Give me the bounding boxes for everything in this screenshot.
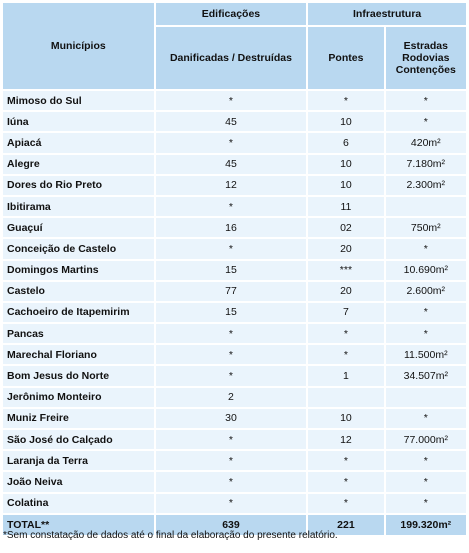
pontes-cell: 12 [308,430,383,449]
edificacoes-cell: 45 [156,112,307,131]
table-row [3,261,466,280]
municipio-cell: Dores do Rio Preto [3,176,154,195]
pontes-cell: 10 [308,112,383,131]
table-row [3,197,466,216]
edificacoes-cell: 2 [156,388,307,407]
header-infraestrutura: Infraestrutura [308,3,466,25]
table-row [3,494,466,513]
pontes-cell: 11 [308,197,383,216]
municipio-cell: Pancas [3,324,154,343]
table-row [3,155,466,174]
estradas-cell: 2.600m² [386,282,466,301]
estradas-cell: 34.507m² [386,366,466,385]
edificacoes-cell: 77 [156,282,307,301]
municipio-cell: Muniz Freire [3,409,154,428]
municipio-cell: Apiacá [3,133,154,152]
total-pontes: 221 [308,515,383,535]
pontes-cell [308,388,383,407]
municipio-cell: João Neiva [3,472,154,491]
table-row [3,282,466,301]
edificacoes-cell: * [156,324,307,343]
municipio-cell: Iúna [3,112,154,131]
edificacoes-cell: * [156,91,307,110]
table-row [3,176,466,195]
municipio-cell: Guaçuí [3,218,154,237]
table-row [3,324,466,343]
header-edificacoes: Edificações [156,3,307,25]
pontes-cell: *** [308,261,383,280]
estradas-cell: 420m² [386,133,466,152]
edificacoes-cell: 15 [156,261,307,280]
municipio-cell: Cachoeiro de Itapemirim [3,303,154,322]
table-row [3,451,466,470]
edificacoes-cell: * [156,451,307,470]
pontes-cell: 1 [308,366,383,385]
table-row [3,239,466,258]
estradas-cell [386,197,466,216]
municipio-cell: São José do Calçado [3,430,154,449]
header-municipios: Municípios [3,3,154,89]
pontes-cell: 7 [308,303,383,322]
estradas-cell: 77.000m² [386,430,466,449]
edificacoes-cell: * [156,366,307,385]
estradas-cell: * [386,324,466,343]
municipio-cell: Laranja da Terra [3,451,154,470]
pontes-cell: * [308,472,383,491]
table-row [3,345,466,364]
table-row [3,133,466,152]
pontes-cell: * [308,451,383,470]
edificacoes-cell: * [156,197,307,216]
total-label: TOTAL** [3,515,154,535]
municipio-cell: Colatina [3,494,154,513]
estradas-cell: * [386,472,466,491]
table-body [3,91,466,513]
pontes-cell: 10 [308,409,383,428]
table-row [3,366,466,385]
table-row [3,218,466,237]
header-pontes: Pontes [308,27,383,89]
damage-table [1,1,468,537]
municipio-cell: Domingos Martins [3,261,154,280]
edificacoes-cell: * [156,133,307,152]
estradas-cell: * [386,303,466,322]
municipio-cell: Mimoso do Sul [3,91,154,110]
pontes-cell: 6 [308,133,383,152]
pontes-cell: 10 [308,155,383,174]
estradas-cell: * [386,451,466,470]
pontes-cell: * [308,91,383,110]
estradas-cell: * [386,239,466,258]
header-estradas: Estradas Rodovias Contenções [386,27,466,89]
estradas-cell: 10.690m² [386,261,466,280]
pontes-cell: 20 [308,239,383,258]
estradas-cell: * [386,91,466,110]
table-row [3,472,466,491]
municipio-cell: Castelo [3,282,154,301]
pontes-cell: * [308,345,383,364]
table-row [3,430,466,449]
edificacoes-cell: * [156,345,307,364]
edificacoes-cell: * [156,239,307,258]
estradas-cell: 7.180m² [386,155,466,174]
edificacoes-cell: 15 [156,303,307,322]
municipio-cell: Conceição de Castelo [3,239,154,258]
estradas-cell: 2.300m² [386,176,466,195]
total-estradas: 199.320m² [386,515,466,535]
pontes-cell: * [308,494,383,513]
edificacoes-cell: * [156,472,307,491]
municipio-cell: Alegre [3,155,154,174]
estradas-cell [386,388,466,407]
edificacoes-cell: 45 [156,155,307,174]
table-row [3,409,466,428]
edificacoes-cell: 16 [156,218,307,237]
edificacoes-cell: 12 [156,176,307,195]
total-edificacoes: 639 [156,515,307,535]
table-row [3,112,466,131]
table-row [3,91,466,110]
table-row [3,388,466,407]
estradas-cell: * [386,494,466,513]
pontes-cell: 20 [308,282,383,301]
estradas-cell: 750m² [386,218,466,237]
pontes-cell: 10 [308,176,383,195]
pontes-cell: * [308,324,383,343]
municipio-cell: Marechal Floriano [3,345,154,364]
estradas-cell: 11.500m² [386,345,466,364]
pontes-cell: 02 [308,218,383,237]
municipio-cell: Bom Jesus do Norte [3,366,154,385]
header-danificadas: Danificadas / Destruídas [156,27,307,89]
table-row [3,303,466,322]
municipio-cell: Jerônimo Monteiro [3,388,154,407]
footnote: *Sem constatação de dados até o final da elaboração do presente relatório. [3,530,338,541]
estradas-cell: * [386,409,466,428]
estradas-cell: * [386,112,466,131]
municipio-cell: Ibitirama [3,197,154,216]
edificacoes-cell: * [156,494,307,513]
edificacoes-cell: * [156,430,307,449]
edificacoes-cell: 30 [156,409,307,428]
